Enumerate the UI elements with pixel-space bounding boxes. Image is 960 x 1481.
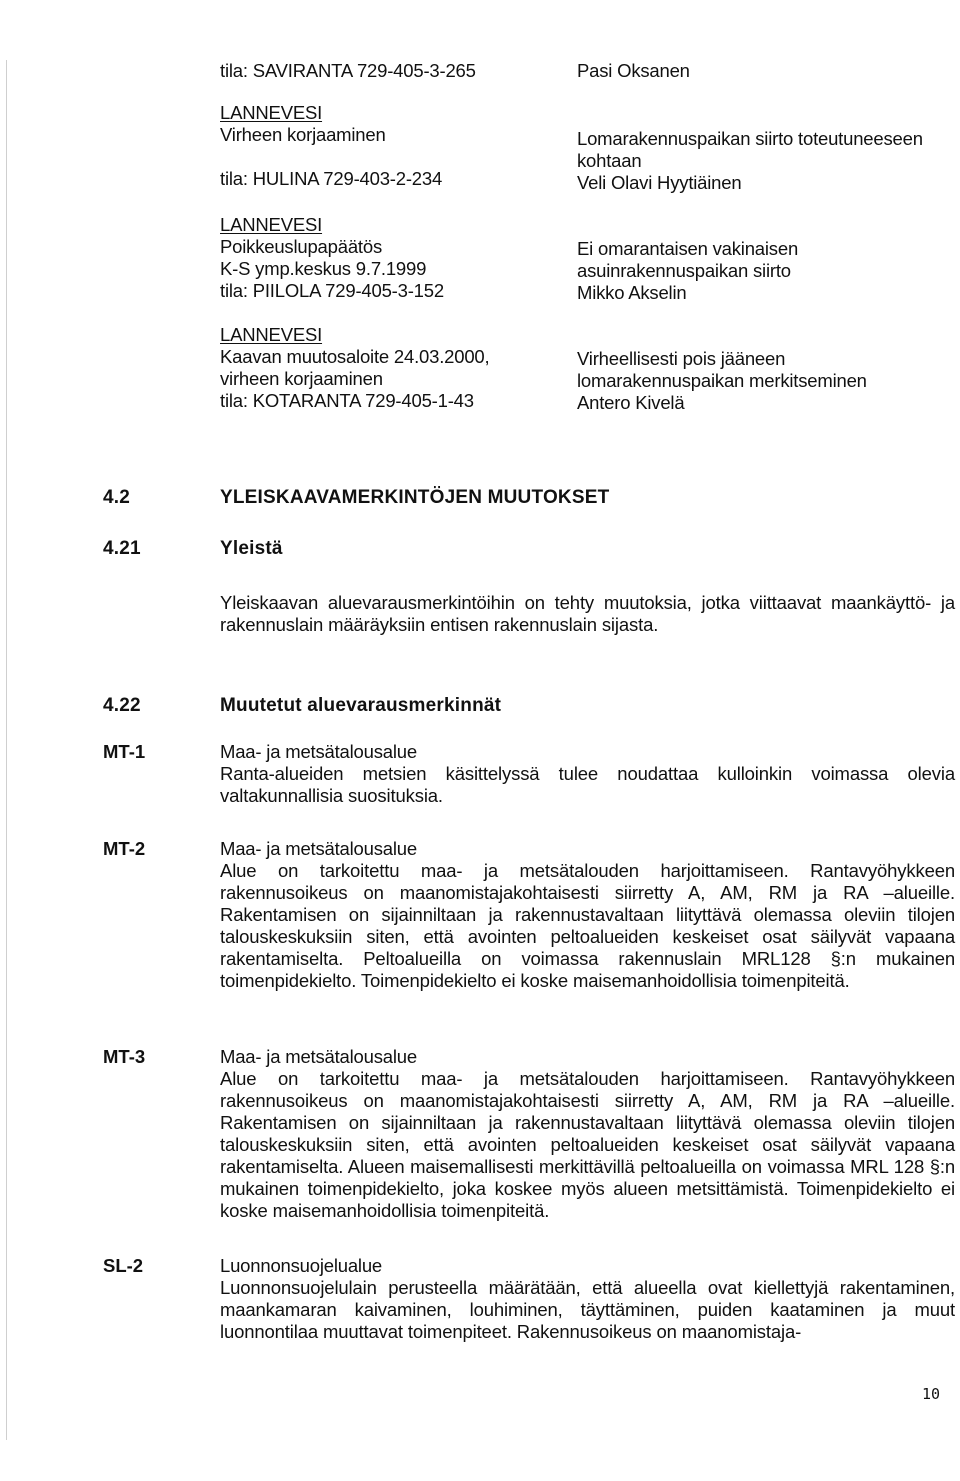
section-4-21-text: Yleiskaavan aluevarausmerkintöihin on tehty muutoksia, jotka viittaavat maankäyttö- ja rakennuslain määräyksiin entisen rakennuslain sijasta. [220,592,955,635]
intro-right-2-line1: Lomarakennuspaikan siirto toteutuneeseen [577,128,923,149]
marking-code-mt-1: MT-1 [103,741,146,762]
intro-left-2 [220,102,442,190]
page-number: 10 [922,1385,941,1403]
marking-code-sl-2: SL-2 [103,1255,144,1276]
marking-mt-3 [220,1046,955,1222]
intro-right-4-line1: Virheellisesti pois jääneen [577,348,786,369]
intro-left-1-line: tila: SAVIRANTA 729-405-3-265 [220,60,476,81]
section-4-21-title: Yleistä [220,538,283,559]
place-name: LANNEVESI [220,324,323,345]
intro-right-3 [577,238,798,304]
marking-mt-1 [220,741,955,807]
marking-text: Alue on tarkoitettu maa- ja metsätalouden harjoittamiseen. Rantavyöhykkeen rakennusoikeus on maanomistajakohtaisesti siirretty A, AM, RM ja RA –alueille. Rakentamisen on sijainniltaan ja rakennustavaltaan liityttävä olemassa oleviin tilojen talouskeskuksiin siten, että avointen peltoalueiden keskeiset osat säilyvät vapaana rakentamiselta. Alueen maisemallisesti merkittävillä peltoalueilla on voimassa MRL 128 §:n mukainen toimenpidekielto, joka koskee myös alueen metsittämistä. Toimenpidekielto ei koske maisemanhoidollisia toimenpiteitä. [220,1068,955,1221]
section-4-2-number: 4.2 [103,487,131,508]
section-4-2-title: YLEISKAAVAMERKINTÖJEN MUUTOKSET [220,487,610,508]
marking-text: Ranta-alueiden metsien käsittelyssä tulee noudattaa kulloinkin voimassa olevia valtakunnallisia suosituksia. [220,763,955,806]
intro-right-2 [577,128,957,194]
intro-right-1 [577,60,690,82]
intro-left-4 [220,324,489,412]
intro-right-1-line: Pasi Oksanen [577,60,690,81]
marking-title: Maa- ja metsätalousalue [220,838,417,859]
intro-right-4-line3: Antero Kivelä [577,392,685,413]
intro-right-2-line2: kohtaan [577,150,642,171]
intro-right-4-line2: lomarakennuspaikan merkitseminen [577,370,867,391]
intro-left-4-line2: virheen korjaaminen [220,368,383,389]
intro-left-3-line3: tila: PIILOLA 729-405-3-152 [220,280,444,301]
section-4-21-number: 4.21 [103,538,141,559]
marking-code-mt-3: MT-3 [103,1046,146,1067]
marking-title: Maa- ja metsätalousalue [220,1046,417,1067]
marking-mt-2 [220,838,955,992]
marking-title: Luonnonsuojelualue [220,1255,383,1276]
scan-margin-line [6,60,7,1440]
intro-left-3-line2: K-S ymp.keskus 9.7.1999 [220,258,427,279]
intro-left-3-line1: Poikkeuslupapäätös [220,236,382,257]
intro-right-2-line3: Veli Olavi Hyytiäinen [577,172,742,193]
intro-left-2-line1: Virheen korjaaminen [220,124,386,145]
place-name: LANNEVESI [220,214,323,235]
section-4-22-number: 4.22 [103,695,141,716]
intro-right-3-line1: Ei omarantaisen vakinaisen [577,238,799,259]
marking-text: Luonnonsuojelulain perusteella määrätään, että alueella ovat kiellettyjä rakentaminen, maankamaran kaivaminen, louhiminen, täyttäminen, puiden kaataminen ja muut luonnontilaa muuttavat toimenpiteet. Rakennusoikeus on maanomistaja- [220,1277,955,1342]
marking-title: Maa- ja metsätalousalue [220,741,417,762]
intro-left-2-line2: tila: HULINA 729-403-2-234 [220,168,443,189]
section-4-22-title: Muutetut aluevarausmerkinnät [220,695,502,716]
place-name: LANNEVESI [220,102,323,123]
intro-left-1 [220,60,476,82]
marking-sl-2 [220,1255,955,1343]
intro-right-4 [577,348,867,414]
intro-left-4-line3: tila: KOTARANTA 729-405-1-43 [220,390,474,411]
intro-right-3-line2: asuinrakennuspaikan siirto [577,260,791,281]
intro-left-4-line1: Kaavan muutosaloite 24.03.2000, [220,346,490,367]
intro-left-3 [220,214,444,302]
marking-text: Alue on tarkoitettu maa- ja metsätalouden harjoittamiseen. Rantavyöhykkeen rakennusoikeus on maanomistajakohtaisesti siirretty A, AM, RM ja RA –alueille. Rakentamisen on sijainniltaan ja rakennustavaltaan liityttävä olemassa oleviin tilojen talouskeskuksiin siten, että avointen peltoalueiden keskeiset osat säilyvät vapaana rakentamiselta. Peltoalueilla on voimassa rakennuslain MRL128 §:n mukainen toimenpidekielto. Toimenpidekielto ei koske maisemanhoidollisia toimenpiteitä. [220,860,955,991]
marking-code-mt-2: MT-2 [103,838,146,859]
intro-right-3-line3: Mikko Akselin [577,282,687,303]
